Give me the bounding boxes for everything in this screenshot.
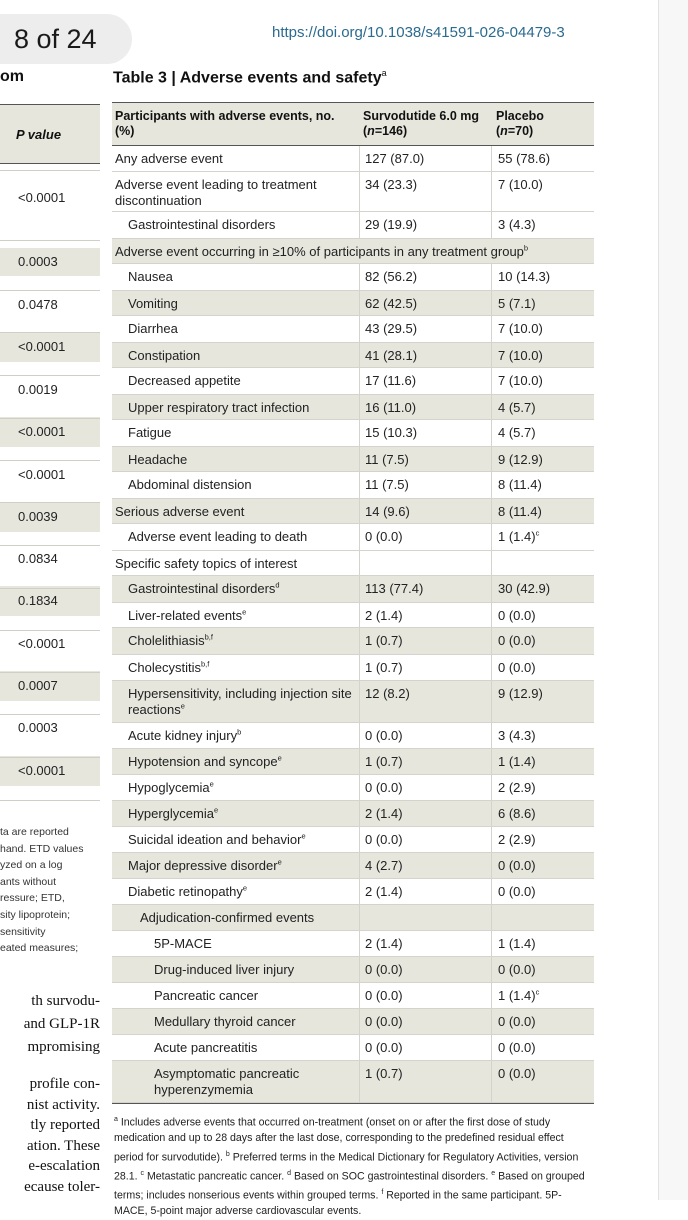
survodutide-value: 1 (0.7) bbox=[365, 1066, 403, 1081]
footnote-mark: b,f bbox=[204, 632, 213, 642]
event-label: Abdominal distension bbox=[128, 477, 252, 492]
row-divider bbox=[0, 240, 100, 241]
event-label: Liver-related events$^e$ bbox=[128, 607, 247, 623]
text-line: ecause toler- bbox=[24, 1178, 100, 1195]
column-divider bbox=[359, 343, 360, 367]
table-row bbox=[112, 905, 594, 931]
table-row bbox=[112, 368, 594, 395]
placebo-value: 0 (0.0) bbox=[498, 858, 536, 873]
column-divider bbox=[491, 420, 492, 446]
row-divider bbox=[0, 672, 100, 673]
event-label: Hypoglycemia$^e$ bbox=[128, 779, 214, 795]
scrollbar-track[interactable] bbox=[658, 0, 688, 1200]
event-label: Specific safety topics of interest bbox=[115, 556, 298, 571]
row-divider bbox=[0, 290, 100, 291]
footnote-mark: e bbox=[277, 753, 282, 763]
table-header-row bbox=[112, 102, 594, 146]
pvalue-cell: <0.0001 bbox=[18, 467, 66, 482]
footnote-text: Metastatic pancreatic cancer. bbox=[144, 1170, 288, 1183]
survodutide-value: 82 (56.2) bbox=[365, 269, 418, 284]
column-divider bbox=[491, 447, 492, 471]
table-row bbox=[112, 499, 594, 524]
pvalue-cell: 0.0019 bbox=[18, 382, 58, 397]
column-divider bbox=[491, 316, 492, 342]
survodutide-value: 16 (11.0) bbox=[365, 400, 417, 415]
page-indicator: 8 of 24 bbox=[0, 14, 132, 64]
survodutide-value: 0 (0.0) bbox=[365, 832, 403, 847]
column-divider bbox=[359, 264, 360, 290]
table-row bbox=[112, 172, 594, 212]
footnote-mark: b bbox=[523, 243, 529, 253]
text-line: tly reported bbox=[30, 1117, 100, 1133]
column-divider bbox=[359, 576, 360, 602]
column-divider bbox=[491, 524, 492, 550]
event-label: Cholelithiasis$^{b,f}$ bbox=[128, 632, 213, 648]
footnote-mark: e bbox=[242, 883, 248, 893]
placebo-value: 9 (12.9) bbox=[498, 686, 543, 701]
row-divider bbox=[0, 800, 100, 801]
event-label: Upper respiratory tract infection bbox=[128, 400, 310, 415]
event-label: Adverse event leading to treatment discontinuation bbox=[115, 177, 317, 208]
column-divider bbox=[491, 931, 492, 956]
table-row bbox=[112, 395, 594, 420]
footnote-text: Includes adverse events that occurred on-treatment (onset on or after the first dose of study medication and up to 28 days after the last dose, corresponding to the predefined residual effect period for survodutide). bbox=[114, 1116, 564, 1164]
text-line: th survodu- bbox=[31, 993, 100, 1009]
survodutide-value: 127 (87.0) bbox=[365, 151, 425, 166]
table-row bbox=[112, 775, 594, 801]
table-bottom-rule bbox=[112, 1103, 594, 1104]
column-divider bbox=[491, 905, 492, 930]
footnote-mark: c bbox=[535, 528, 540, 538]
column-divider bbox=[359, 931, 360, 956]
table-row bbox=[112, 447, 594, 472]
placebo-value: 0 (0.0) bbox=[498, 660, 536, 675]
footnote-mark: b bbox=[237, 727, 242, 737]
placebo-value: 0 (0.0) bbox=[498, 1014, 536, 1029]
pvalue-cell: <0.0001 bbox=[18, 190, 66, 205]
column-divider bbox=[491, 1061, 492, 1102]
survodutide-value: 2 (1.4) bbox=[365, 806, 403, 821]
survodutide-value: 4 (2.7) bbox=[365, 858, 403, 873]
column-divider bbox=[359, 957, 360, 982]
table-row bbox=[112, 316, 594, 343]
column-divider bbox=[491, 1035, 492, 1060]
placebo-value: 0 (0.0) bbox=[498, 633, 536, 648]
column-divider bbox=[491, 853, 492, 878]
column-divider bbox=[359, 603, 360, 627]
placebo-value: 1 (1.4) bbox=[498, 936, 536, 951]
table-row bbox=[112, 1009, 594, 1035]
table-row bbox=[112, 212, 594, 239]
footnote-mark: a bbox=[114, 1116, 118, 1123]
column-divider bbox=[359, 723, 360, 748]
placebo-value: 2 (2.9) bbox=[498, 832, 536, 847]
footnote-mark: b bbox=[225, 1150, 230, 1158]
column-divider bbox=[491, 395, 492, 419]
column-divider bbox=[491, 603, 492, 627]
column-divider bbox=[491, 551, 492, 575]
column-divider bbox=[359, 499, 360, 523]
survodutide-value: 0 (0.0) bbox=[365, 780, 403, 795]
doi-link[interactable]: https://doi.org/10.1038/s41591-026-04479-3 bbox=[272, 24, 565, 41]
table-row bbox=[112, 1061, 594, 1103]
column-divider bbox=[359, 983, 360, 1008]
column-divider bbox=[359, 827, 360, 852]
placebo-value: 5 (7.1) bbox=[498, 296, 536, 311]
footnote-text: Based on grouped terms; includes nonserious events within grouped terms. bbox=[114, 1170, 585, 1202]
survodutide-value: 62 (42.5) bbox=[365, 296, 418, 311]
column-divider bbox=[359, 681, 360, 722]
placebo-value: 7 (10.0) bbox=[498, 321, 543, 336]
survodutide-value: 0 (0.0) bbox=[365, 988, 403, 1003]
column-divider bbox=[359, 368, 360, 394]
column-divider bbox=[359, 172, 360, 211]
placebo-value: 7 (10.0) bbox=[498, 348, 543, 363]
table-row bbox=[112, 655, 594, 681]
event-label: Serious adverse event bbox=[115, 504, 245, 519]
placebo-value: 0 (0.0) bbox=[498, 1066, 536, 1081]
event-label: Medullary thyroid cancer bbox=[154, 1014, 296, 1029]
table-row bbox=[112, 983, 594, 1009]
text-line: ants without bbox=[0, 875, 57, 888]
column-divider bbox=[491, 681, 492, 722]
column-divider bbox=[359, 853, 360, 878]
text-line: mpromising bbox=[27, 1039, 100, 1055]
row-divider bbox=[0, 332, 100, 333]
placebo-value: 7 (10.0) bbox=[498, 177, 543, 192]
table-footnotes bbox=[114, 1112, 594, 1220]
event-label: Constipation bbox=[128, 348, 201, 363]
column-divider bbox=[491, 343, 492, 367]
table-row bbox=[112, 681, 594, 723]
header-participants: Participants with adverse events, no. (%) bbox=[115, 109, 335, 138]
footnote-mark: d bbox=[287, 1169, 292, 1177]
table-row bbox=[112, 264, 594, 291]
event-label: 5P-MACE bbox=[154, 936, 212, 951]
event-label: Gastrointestinal disorders bbox=[128, 217, 276, 232]
placebo-value: 7 (10.0) bbox=[498, 373, 543, 388]
text-line: e-escalation bbox=[28, 1158, 100, 1174]
table-row bbox=[112, 749, 594, 775]
footnote-mark: c bbox=[535, 987, 540, 997]
placebo-value: 1 (1.4)$^c$ bbox=[498, 987, 540, 1003]
previous-table-fragment bbox=[0, 0, 100, 1200]
row-divider bbox=[0, 545, 100, 546]
pvalue-cell: 0.0007 bbox=[0, 671, 100, 701]
survodutide-value: 11 (7.5) bbox=[365, 452, 409, 467]
placebo-value: 1 (1.4)$^c$ bbox=[498, 528, 540, 544]
footnote-mark: e bbox=[301, 831, 306, 841]
event-label: Acute kidney injury$^b$ bbox=[128, 727, 242, 743]
column-divider bbox=[359, 1061, 360, 1102]
survodutide-value: 2 (1.4) bbox=[365, 608, 403, 623]
column-divider bbox=[359, 775, 360, 800]
survodutide-value: 1 (0.7) bbox=[365, 754, 403, 769]
event-label: Adjudication-confirmed events bbox=[140, 910, 315, 925]
survodutide-value: 0 (0.0) bbox=[365, 728, 403, 743]
placebo-value: 2 (2.9) bbox=[498, 780, 536, 795]
footnote-mark: f bbox=[381, 1188, 384, 1196]
adverse-events-table bbox=[112, 102, 594, 1104]
table-row bbox=[112, 723, 594, 749]
column-divider bbox=[359, 749, 360, 774]
footnote-mark: e bbox=[491, 1169, 496, 1177]
event-label: Asymptomatic pancreatic hyperenzymemia bbox=[154, 1066, 300, 1097]
pvalue-column-header: P value bbox=[0, 104, 100, 164]
survodutide-value: 0 (0.0) bbox=[365, 962, 403, 977]
survodutide-value: 29 (19.9) bbox=[365, 217, 418, 232]
table-row bbox=[112, 957, 594, 983]
column-divider bbox=[359, 291, 360, 315]
survodutide-value: 15 (10.3) bbox=[365, 425, 418, 440]
text-line: ta are reported bbox=[0, 826, 69, 838]
column-divider bbox=[359, 472, 360, 498]
placebo-value: 4 (5.7) bbox=[498, 400, 536, 415]
event-label: Pancreatic cancer bbox=[154, 988, 259, 1003]
pvalue-cell: <0.0001 bbox=[0, 756, 100, 786]
table-row bbox=[112, 551, 594, 576]
pvalue-cell: 0.0003 bbox=[18, 720, 58, 735]
survodutide-value: 0 (0.0) bbox=[365, 1014, 403, 1029]
table-row bbox=[112, 827, 594, 853]
table-row bbox=[112, 524, 594, 551]
column-divider bbox=[359, 420, 360, 446]
column-divider bbox=[491, 576, 492, 602]
column-divider bbox=[359, 879, 360, 904]
pvalue-cell: 0.0834 bbox=[18, 551, 58, 566]
placebo-value: 9 (12.9) bbox=[498, 452, 543, 467]
placebo-value: 10 (14.3) bbox=[498, 269, 551, 284]
table-row bbox=[112, 628, 594, 655]
event-label: Cholecystitis$^{b,f}$ bbox=[128, 659, 210, 675]
footnote-mark: e bbox=[209, 779, 214, 789]
column-divider bbox=[491, 212, 492, 238]
column-divider bbox=[491, 499, 492, 523]
survodutide-value: 2 (1.4) bbox=[365, 884, 403, 899]
placebo-value: 4 (5.7) bbox=[498, 425, 536, 440]
text-line: sity lipoprotein; bbox=[0, 908, 71, 921]
pvalue-cell: 0.0478 bbox=[18, 297, 58, 312]
column-divider bbox=[491, 472, 492, 498]
table-row bbox=[112, 420, 594, 447]
placebo-value: 30 (42.9) bbox=[498, 581, 551, 596]
column-divider bbox=[491, 775, 492, 800]
pvalue-cell: <0.0001 bbox=[0, 417, 100, 447]
placebo-value: 0 (0.0) bbox=[498, 884, 536, 899]
column-divider bbox=[491, 827, 492, 852]
pvalue-cell: 0.1834 bbox=[0, 586, 100, 616]
column-divider bbox=[491, 983, 492, 1008]
column-divider bbox=[491, 628, 492, 654]
footnote-mark: c bbox=[140, 1169, 145, 1177]
table-title: Table 3 | Adverse events and safety$^a$ bbox=[113, 68, 387, 87]
event-label: Drug-induced liver injury bbox=[154, 962, 295, 977]
table-row bbox=[112, 472, 594, 499]
column-divider bbox=[491, 801, 492, 826]
survodutide-value: 11 (7.5) bbox=[365, 477, 409, 492]
row-divider bbox=[0, 757, 100, 758]
event-label: Major depressive disorder$^e$ bbox=[128, 857, 282, 873]
row-divider bbox=[0, 588, 100, 589]
column-divider bbox=[359, 316, 360, 342]
footnote-mark: d bbox=[275, 580, 280, 590]
column-divider bbox=[359, 146, 360, 171]
row-divider bbox=[0, 375, 100, 376]
column-divider bbox=[359, 628, 360, 654]
placebo-value: 8 (11.4) bbox=[498, 477, 542, 492]
text-line: sensitivity bbox=[0, 925, 46, 938]
placebo-value: 0 (0.0) bbox=[498, 608, 536, 623]
footnote-mark: e bbox=[180, 701, 185, 711]
column-divider bbox=[359, 447, 360, 471]
survodutide-value: 34 (23.3) bbox=[365, 177, 418, 192]
table-row bbox=[112, 879, 594, 905]
placebo-value: 55 (78.6) bbox=[498, 151, 551, 166]
placebo-value: 0 (0.0) bbox=[498, 1040, 536, 1055]
event-label: Gastrointestinal disorders$^d$ bbox=[128, 580, 280, 596]
event-label: Acute pancreatitis bbox=[154, 1040, 258, 1055]
text-line: ressure; ETD, bbox=[0, 892, 65, 905]
survodutide-value: 2 (1.4) bbox=[365, 936, 403, 951]
body-text-fragment-2 bbox=[0, 1074, 100, 1197]
table-row bbox=[112, 603, 594, 628]
survodutide-value: 1 (0.7) bbox=[365, 660, 403, 675]
event-label: Adverse event occurring in ≥10% of participants in any treatment group$^b$ bbox=[115, 243, 529, 259]
placebo-value: 1 (1.4) bbox=[498, 754, 536, 769]
event-label: Diabetic retinopathy$^e$ bbox=[128, 883, 248, 899]
footnote-mark: e bbox=[277, 857, 282, 867]
column-divider bbox=[359, 551, 360, 575]
previous-table-footnote-fragment bbox=[0, 824, 100, 957]
column-divider bbox=[491, 749, 492, 774]
column-divider bbox=[491, 291, 492, 315]
row-divider bbox=[0, 418, 100, 419]
pvalue-cell: <0.0001 bbox=[0, 332, 100, 362]
survodutide-value: 113 (77.4) bbox=[365, 581, 424, 596]
footnote-mark: e bbox=[213, 805, 219, 815]
event-label: Fatigue bbox=[128, 425, 172, 440]
survodutide-value: 0 (0.0) bbox=[365, 529, 403, 544]
pvalue-cell: 0.0003 bbox=[0, 248, 100, 276]
column-divider bbox=[359, 524, 360, 550]
survodutide-value: 0 (0.0) bbox=[365, 1040, 403, 1055]
table-row bbox=[112, 1035, 594, 1061]
survodutide-value: 14 (9.6) bbox=[365, 504, 410, 519]
row-divider bbox=[0, 460, 100, 461]
body-text-fragment bbox=[0, 990, 100, 1059]
column-divider bbox=[359, 395, 360, 419]
survodutide-value: 17 (11.6) bbox=[365, 373, 417, 388]
placebo-value: 8 (11.4) bbox=[498, 504, 542, 519]
event-label: Diarrhea bbox=[128, 321, 178, 336]
pvalue-cell: <0.0001 bbox=[18, 636, 66, 651]
table-row bbox=[112, 853, 594, 879]
text-line: and GLP-1R bbox=[23, 1016, 100, 1032]
header-placebo: Placebo (n=70) bbox=[496, 109, 544, 138]
header-survodutide: Survodutide 6.0 mg (n=146) bbox=[363, 109, 479, 138]
row-divider bbox=[0, 502, 100, 503]
row-divider bbox=[0, 714, 100, 715]
event-label: Headache bbox=[128, 452, 188, 467]
table-row bbox=[112, 343, 594, 368]
text-line: ation. These bbox=[26, 1137, 100, 1154]
column-divider bbox=[359, 801, 360, 826]
text-line: yzed on a log bbox=[0, 859, 63, 872]
column-divider bbox=[491, 264, 492, 290]
event-label: Decreased appetite bbox=[128, 373, 241, 388]
column-divider bbox=[359, 212, 360, 238]
text-line: profile con- bbox=[29, 1076, 100, 1092]
survodutide-value: 12 (8.2) bbox=[365, 686, 410, 701]
placebo-value: 3 (4.3) bbox=[498, 217, 536, 232]
event-label: Hypersensitivity, including injection site reactions$^e$ bbox=[128, 686, 352, 717]
column-divider bbox=[491, 723, 492, 748]
column-divider bbox=[491, 879, 492, 904]
placebo-value: 6 (8.6) bbox=[498, 806, 536, 821]
event-label: Any adverse event bbox=[115, 151, 223, 166]
column-divider bbox=[359, 905, 360, 930]
column-divider bbox=[491, 1009, 492, 1034]
text-line: nist activity. bbox=[26, 1096, 100, 1113]
footnote-text: Preferred terms in the Medical Dictionary for Regulatory Activities, version 28.1. bbox=[114, 1151, 579, 1183]
previous-table-title-fragment: om bbox=[0, 68, 24, 85]
table-row bbox=[112, 931, 594, 957]
footnote-mark: b,f bbox=[200, 659, 210, 669]
footnote-mark: e bbox=[242, 607, 247, 617]
event-label: Suicidal ideation and behavior$^e$ bbox=[128, 831, 306, 847]
event-label: Vomiting bbox=[128, 296, 178, 311]
row-divider bbox=[0, 630, 100, 631]
column-divider bbox=[359, 1009, 360, 1034]
footnote-text: Based on SOC gastrointestinal disorders. bbox=[291, 1170, 492, 1183]
column-divider bbox=[491, 655, 492, 680]
footnote-text: Reported in the same participant. 5P-MACE, 5-point major adverse cardiovascular events. bbox=[114, 1189, 562, 1218]
column-divider bbox=[491, 172, 492, 211]
table-row bbox=[112, 576, 594, 603]
text-line: hand. ETD values bbox=[0, 842, 84, 855]
survodutide-value: 43 (29.5) bbox=[365, 321, 418, 336]
table-row bbox=[112, 239, 594, 264]
text-line: eated measures; bbox=[0, 942, 79, 955]
placebo-value: 0 (0.0) bbox=[498, 962, 536, 977]
table-row bbox=[112, 291, 594, 316]
survodutide-value: 41 (28.1) bbox=[365, 348, 418, 363]
pvalue-cell: 0.0039 bbox=[0, 502, 100, 532]
event-label: Hypotension and syncope$^e$ bbox=[128, 753, 282, 769]
table-row bbox=[112, 801, 594, 827]
table-row bbox=[112, 146, 594, 172]
placebo-value: 3 (4.3) bbox=[498, 728, 536, 743]
column-divider bbox=[359, 655, 360, 680]
row-divider bbox=[0, 170, 100, 171]
column-divider bbox=[491, 368, 492, 394]
column-divider bbox=[491, 957, 492, 982]
column-divider bbox=[359, 1035, 360, 1060]
event-label: Nausea bbox=[128, 269, 173, 284]
event-label: Hyperglycemia$^e$ bbox=[128, 805, 219, 821]
column-divider bbox=[491, 146, 492, 171]
survodutide-value: 1 (0.7) bbox=[365, 633, 403, 648]
event-label: Adverse event leading to death bbox=[128, 529, 308, 544]
